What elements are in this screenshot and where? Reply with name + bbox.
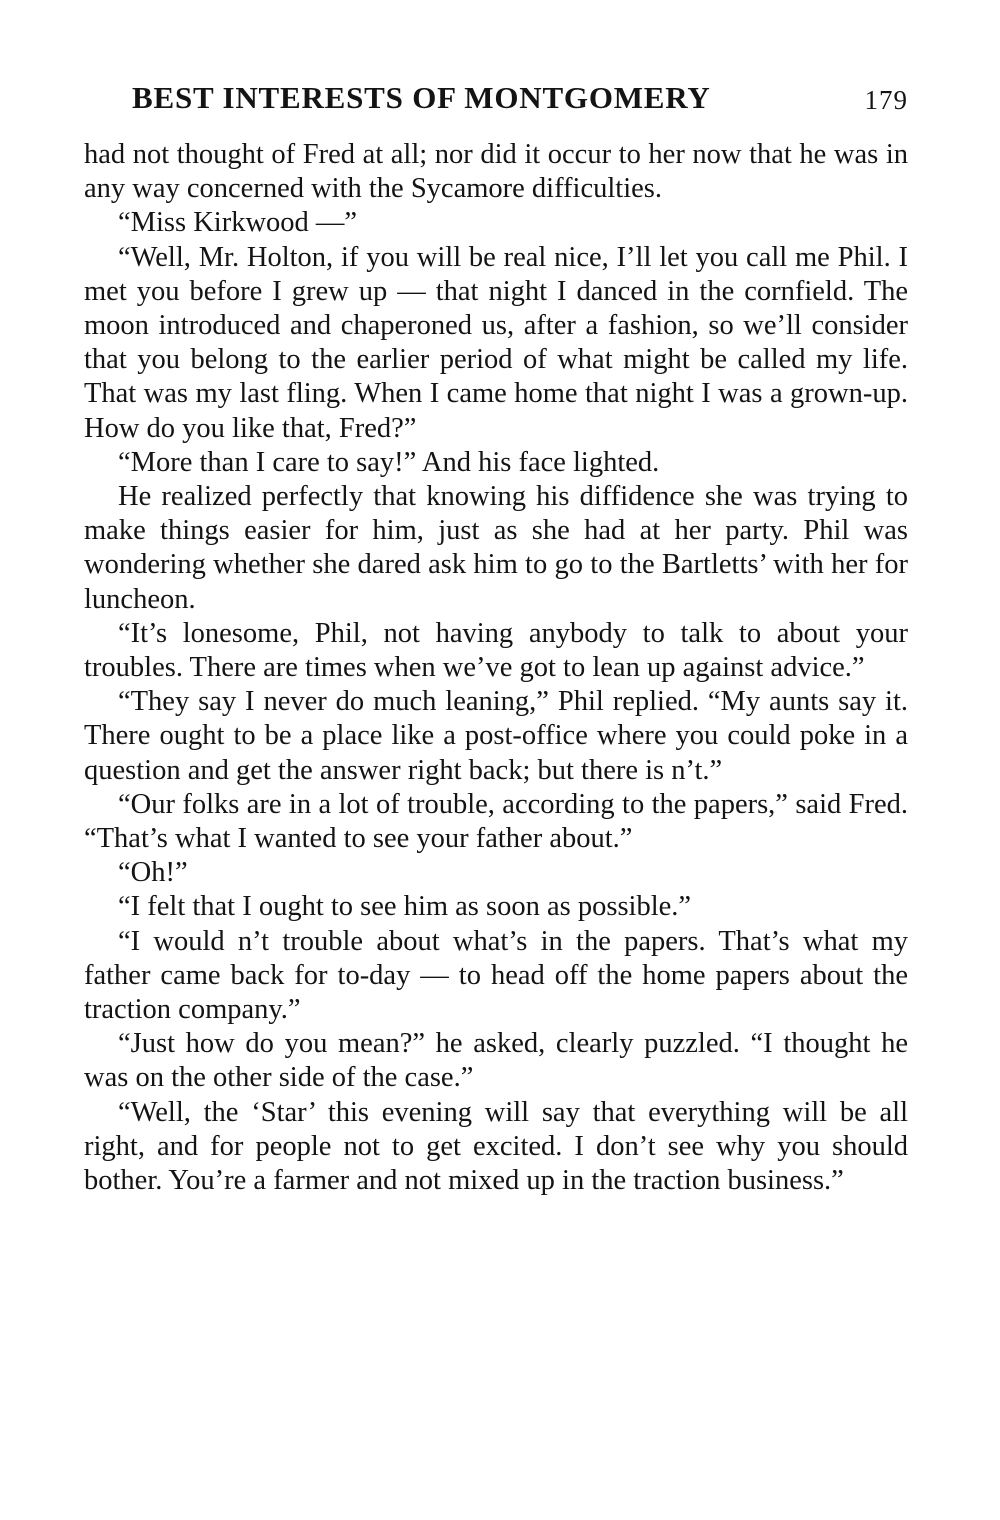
- paragraph: “I felt that I ought to see him as soon as possible.”: [118, 891, 692, 923]
- paragraph: “More than I care to say!” And his face lighted.: [118, 446, 660, 478]
- paragraph: “I would n’t trouble about what’s in the papers. That’s what my father came back for to-day — to head off the home papers about the traction company.”: [84, 925, 908, 1026]
- paragraph: “They say I never do much leaning,” Phil replied. “My aunts say it. There ought to be a place like a post-office where you could poke in a question and get the answer right back; but there is n’t.”: [84, 686, 908, 786]
- body-text: [84, 138, 908, 1198]
- paragraph: “Oh!”: [118, 857, 188, 889]
- page-number: 179: [864, 85, 908, 115]
- paragraph: He realized perfectly that knowing his diffidence she was trying to make things easier for him, just as she had at her party. Phil was wondering whether she dared ask him to go to the Bartletts’ with her for luncheon.: [84, 481, 908, 615]
- paragraph: “Miss Kirkwood —”: [118, 207, 358, 239]
- paragraph: “It’s lonesome, Phil, not having anybody to talk to about your troubles. There are times when we’ve got to lean up against advice.”: [84, 617, 908, 684]
- paragraph: “Just how do you mean?” he asked, clearly puzzled. “I thought he was on the other side of the case.”: [84, 1028, 908, 1094]
- page-header: [84, 78, 908, 118]
- paragraph: “Well, Mr. Holton, if you will be real nice, I’ll let you call me Phil. I met you before I grew up — that night I danced in the cornfield. The moon introduced and chaperoned us, after a fashion, so we’ll consider that you belong to the earlier period of what might be called my life. That was my last fling. When I came home that night I was a grown-up. How do you like that, Fred?”: [84, 241, 908, 444]
- paragraph: “Our folks are in a lot of trouble, according to the papers,” said Fred. “That’s what I wanted to see your father about.”: [84, 788, 908, 855]
- running-title: BEST INTERESTS OF MONTGOMERY: [132, 80, 711, 115]
- paragraph-continued: had not thought of Fred at all; nor did it occur to her now that he was in any way concerned with the Sycamore difficulties.: [84, 139, 908, 205]
- paragraph: “Well, the ‘Star’ this evening will say that everything will be all right, and for people not to get excited. I don’t see why you should bother. You’re a farmer and not mixed up in the traction business.”: [84, 1096, 908, 1197]
